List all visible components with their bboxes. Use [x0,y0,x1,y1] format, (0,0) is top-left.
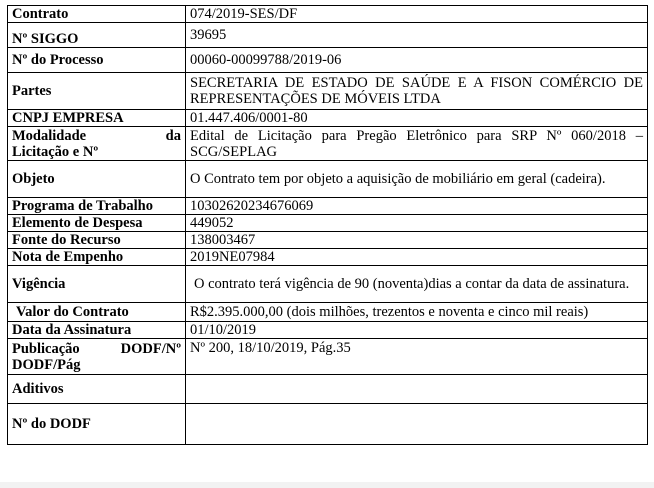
row-cnpj [8,110,648,127]
value-valor: R$2.395.000,00 (dois milhões, trezentos e noventa e cinco mil reais) [186,303,648,322]
row-contrato [8,6,648,23]
value-cnpj: 01.447.406/0001-80 [186,110,648,127]
value-objeto: O Contrato tem por objeto a aquisição de mobiliário em geral (cadeira). [186,161,648,198]
label-publicacao-line2: DODF/Pág [12,356,81,373]
row-vigencia [8,266,648,303]
value-processo: 00060-00099788/2019-06 [186,48,648,73]
row-modalidade [8,127,648,161]
value-contrato: 074/2019-SES/DF [186,6,648,23]
label-modalidade-line2: Licitação e Nº [12,143,99,160]
label-data: Data da Assinatura [8,322,186,339]
label-modalidade-part1: Modalidade [12,127,87,144]
label-valor: Valor do Contrato [8,303,186,322]
value-empenho: 2019NE07984 [186,249,648,266]
row-data [8,322,648,339]
label-siggo: Nº SIGGO [8,23,186,48]
label-cnpj: CNPJ EMPRESA [8,110,186,127]
label-dodf: Nº do DODF [8,404,186,445]
value-siggo: 39695 [186,23,648,48]
value-partes: SECRETARIA DE ESTADO DE SAÚDE E A FISON COMÉRCIO DE REPRESENTAÇÕES DE MÓVEIS LTDA [186,73,648,110]
value-dodf [186,404,648,445]
row-valor [8,303,648,322]
label-partes: Partes [8,73,186,110]
value-modalidade: Edital de Licitação para Pregão Eletrônico para SRP Nº 060/2018 – SCG/SEPLAG [186,127,648,161]
label-empenho: Nota de Empenho [8,249,186,266]
value-publicacao: Nº 200, 18/10/2019, Pág.35 [186,339,648,375]
row-dodf [8,404,648,445]
row-empenho [8,249,648,266]
row-processo [8,48,648,73]
row-siggo [8,23,648,48]
label-objeto: Objeto [8,161,186,198]
label-elemento: Elemento de Despesa [8,215,186,232]
label-aditivos: Aditivos [8,375,186,404]
row-publicacao [8,339,648,375]
label-modalidade [8,127,186,161]
label-publicacao-part2: DODF/Nº [120,340,181,357]
label-fonte: Fonte do Recurso [8,232,186,249]
value-elemento: 449052 [186,215,648,232]
value-vigencia: O contrato terá vigência de 90 (noventa)dias a contar da data de assinatura. [186,266,648,303]
label-publicacao [8,339,186,375]
value-data: 01/10/2019 [186,322,648,339]
page-bottom-edge [0,482,654,488]
label-publicacao-part1: Publicação [12,340,80,357]
row-partes [8,73,648,110]
value-aditivos [186,375,648,404]
row-aditivos [8,375,648,404]
row-objeto [8,161,648,198]
label-modalidade-part2: da [165,127,181,144]
row-fonte [8,232,648,249]
label-processo: Nº do Processo [8,48,186,73]
value-fonte: 138003467 [186,232,648,249]
value-programa: 10302620234676069 [186,198,648,215]
label-vigencia: Vigência [8,266,186,303]
label-programa: Programa de Trabalho [8,198,186,215]
contract-summary-table [7,5,648,445]
row-programa [8,198,648,215]
label-contrato: Contrato [8,6,186,23]
row-elemento [8,215,648,232]
